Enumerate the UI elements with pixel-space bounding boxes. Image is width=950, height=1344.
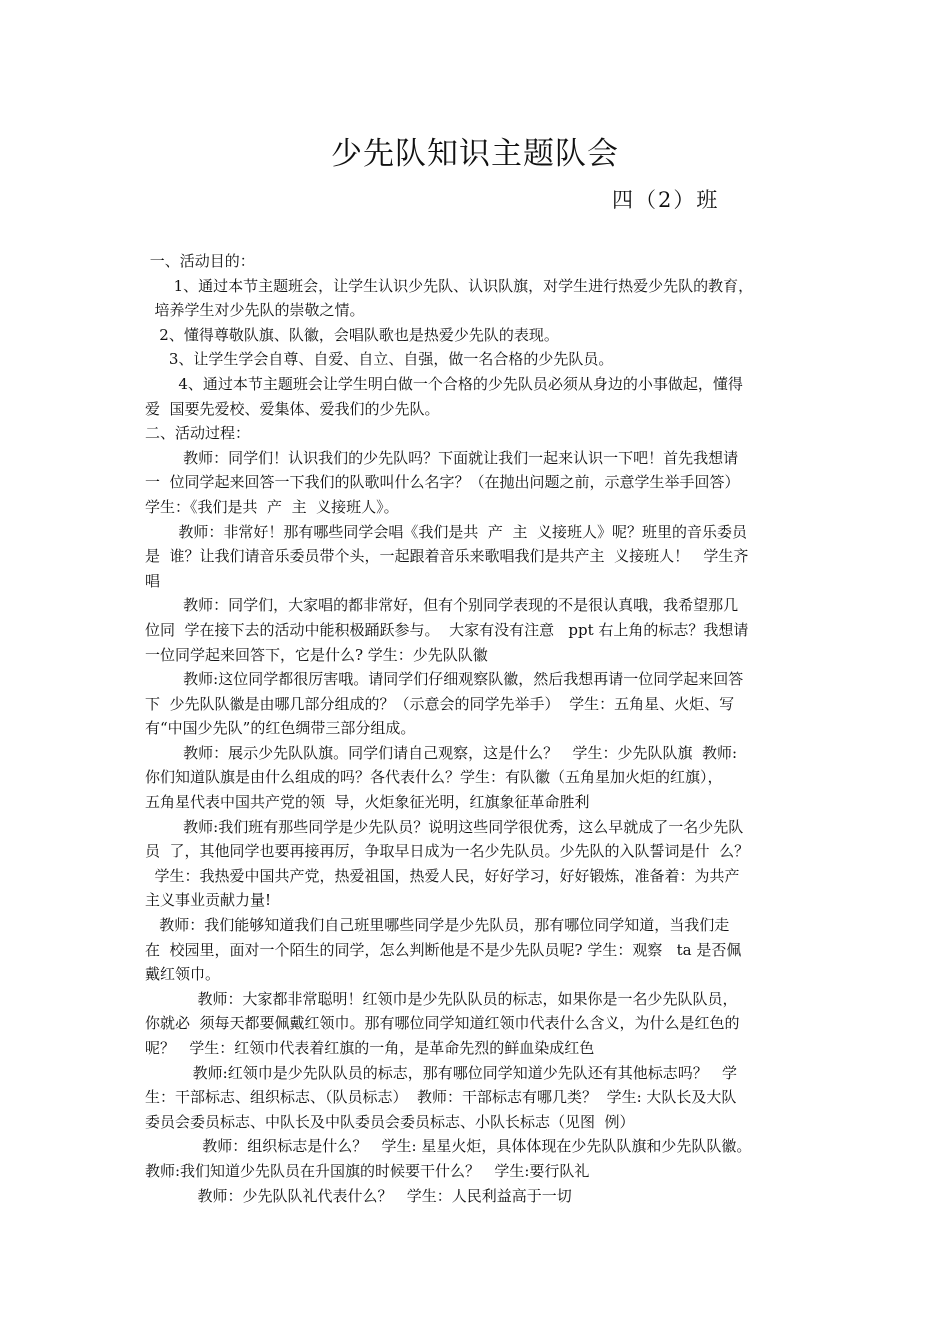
body-line: 教师:红领巾是少先队队员的标志，那有哪位同学知道少先队还有其他标志吗？ 学 [145, 1063, 738, 1082]
body-line: 教师：我们能够知道我们自己班里哪些同学是少先队员，那有哪位同学知道，当我们走 [145, 916, 730, 935]
class-label: 四（2）班 [612, 188, 720, 212]
body-line: 委员会委员标志、中队长及中队委员会委员标志、小队长标志（见图 例） [145, 1112, 635, 1131]
body-line: 唱 [145, 571, 161, 590]
body-line: 你们知道队旗是由什么组成的吗？各代表什么？学生：有队徽（五角星加火炬的红旗）， [145, 768, 723, 787]
body-line: 3、让学生学会自尊、自爱、自立、自强，做一名合格的少先队员。 [145, 350, 614, 369]
body-line: 教师：非常好！那有哪些同学会唱《我们是共 产 主 义接班人》呢？班里的音乐委员 [145, 522, 747, 541]
body-line: 有“中国少先队”的红色绸带三部分组成。 [145, 719, 416, 738]
body-line: 学生：《我们是共 产 主 义接班人》。 [145, 497, 399, 516]
body-line: 教师：少先队队礼代表什么？ 学生：人民利益高于一切 [145, 1186, 572, 1205]
body-line: 位同 学在接下去的活动中能积极踊跃参与。 大家有没有注意 ppt 右上角的标志？我想请 [145, 620, 749, 639]
body-line: 教师:我们班有那些同学是少先队员？说明这些同学很优秀，这么早就成了一名少先队 [145, 817, 744, 836]
body-line: 一位同学起来回答下，它是什么? 学生：少先队队徽 [145, 645, 488, 664]
body-line: 4、通过本节主题班会让学生明白做一个合格的少先队员必须从身边的小事做起，懂得 [145, 374, 743, 393]
body-line: 教师：同学们，大家唱的都非常好，但有个别同学表现的不是很认真哦，我希望那几 [145, 596, 739, 615]
body-line: 下 少先队队徽是由哪几部分组成的？（示意会的同学先举手） 学生：五角星、火炬、写 [145, 694, 735, 713]
body-line: 教师：同学们！认识我们的少先队吗？下面就让我们一起来认识一下吧！首先我想请 [145, 448, 739, 467]
body-line: 呢？ 学生：红领巾代表着红旗的一角，是革命先烈的鲜血染成红色 [145, 1039, 595, 1057]
body-line: 在 校园里，面对一个陌生的同学，怎么判断他是不是少先队员呢? 学生：观察 ta 是否佩 [145, 940, 742, 959]
body-line: 员 了，其他同学也要再接再厉，争取早日成为一名少先队员。少先队的入队誓词是什 么？ [145, 842, 750, 861]
body-line: 1、通过本节主题班会，让学生认识少先队、认识队旗，对学生进行热爱少先队的教育， [145, 276, 754, 295]
body-line: 培养学生对少先队的崇敬之情。 [145, 301, 365, 320]
body-line: 教师:我们知道少先队员在升国旗的时候要干什么？ 学生:要行队礼 [145, 1161, 590, 1180]
body-line: 主义事业贡献力量! [145, 891, 272, 910]
body-line: 教师：展示少先队队旗。同学们请自己观察，这是什么？ 学生：少先队队旗 教师: [145, 743, 738, 762]
body-line: 学生：我热爱中国共产党，热爱祖国，热爱人民，好好学习，好好锻炼，准备着：为共产 [145, 866, 740, 885]
body-line: 爱 国要先爱校、爱集体、爱我们的少先队。 [145, 399, 440, 418]
body-line: 戴红领巾。 [145, 965, 221, 984]
document-title: 少先队知识主题队会 [331, 136, 619, 172]
body-line: 五角星代表中国共产党的领 导，火炬象征光明，红旗象征革命胜利 [145, 793, 590, 812]
body-line: 你就必 须每天都要佩戴红领巾。那有哪位同学知道红领巾代表什么含义，为什么是红色的 [145, 1014, 740, 1033]
body-line: 教师:这位同学都很厉害哦。请同学们仔细观察队徽，然后我想再请一位同学起来回答 [145, 670, 744, 689]
body-line: 教师：组织标志是什么？ 学生: 星星火炬，具体体现在少先队队旗和少先队队徽。 [145, 1137, 752, 1156]
body-line: 一 位同学起来回答一下我们的队歌叫什么名字？（在抛出问题之前，示意学生举手回答） [145, 473, 740, 492]
document-body [145, 249, 817, 1208]
body-line: 生：干部标志、组织标志、（队员标志） 教师：干部标志有哪几类？ 学生: 大队长及大队 [145, 1088, 737, 1107]
body-line: 是 谁？让我们请音乐委员带个头，一起跟着音乐来歌唱我们是共产主 义接班人！ 学生齐 [145, 547, 749, 566]
body-line: 二、活动过程： [145, 424, 251, 443]
body-line: 教师：大家都非常聪明！红领巾是少先队队员的标志，如果你是一名少先队队员， [145, 989, 738, 1008]
body-line: 2、懂得尊敬队旗、队徽，会唱队歌也是热爱少先队的表现。 [145, 325, 559, 344]
body-line: 一、活动目的： [145, 252, 255, 270]
